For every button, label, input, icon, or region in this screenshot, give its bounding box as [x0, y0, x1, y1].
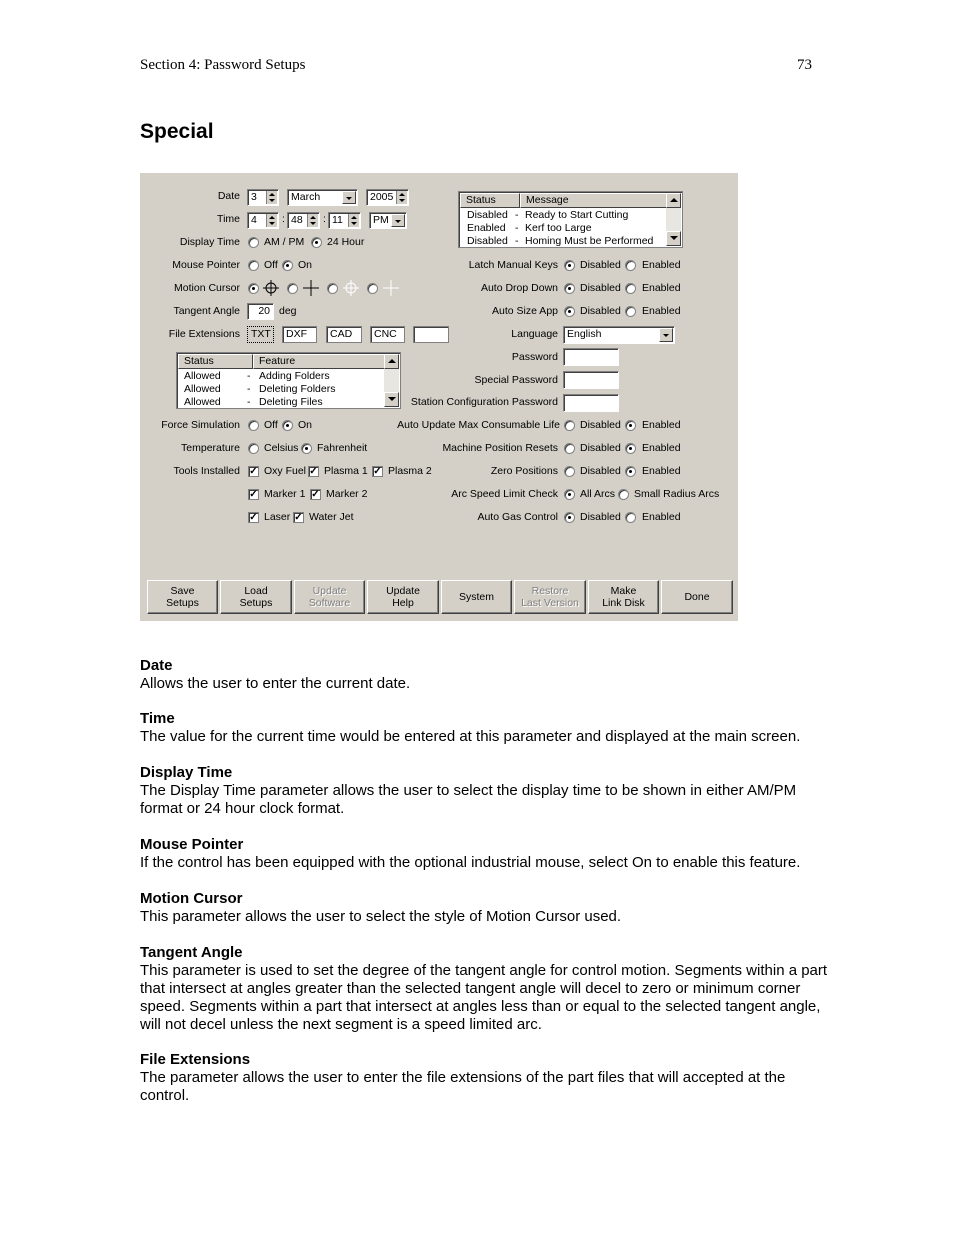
language-label: Language — [511, 328, 558, 340]
tool-water-jet-text: Water Jet — [309, 511, 354, 523]
auto-size-app-enabled-radio[interactable] — [625, 306, 636, 317]
temperature-fahrenheit-radio[interactable] — [301, 443, 312, 454]
section-mouse-pointer — [140, 836, 840, 872]
auto-size-app-enabled-text: Enabled — [642, 305, 681, 317]
temperature-celsius-text: Celsius — [264, 442, 299, 454]
motion-cursor-style1-radio[interactable] — [248, 283, 259, 294]
date-year-spinner[interactable]: 2005 — [366, 189, 409, 206]
update-software-button[interactable]: Update Software — [294, 580, 365, 614]
mouse-pointer-on-text: On — [298, 259, 313, 271]
file-extensions-label: File Extensions — [168, 328, 240, 340]
auto-size-app-disabled-radio[interactable] — [564, 306, 575, 317]
station-config-password-label: Station Configuration Password — [410, 396, 558, 408]
message-list-status-header[interactable]: Status — [460, 193, 520, 208]
auto-drop-down-disabled-radio[interactable] — [564, 283, 575, 294]
feature-list-status-header[interactable]: Status — [178, 354, 253, 369]
section-date — [140, 657, 840, 693]
list-item[interactable]: Deleting Files — [259, 396, 323, 408]
list-item-separator: - — [247, 370, 251, 382]
file-extension-field[interactable]: DXF — [282, 326, 317, 343]
special-password-field[interactable] — [563, 371, 619, 389]
page-number: 73 — [797, 57, 812, 73]
arc-speed-limit-small-radius-text: Small Radius Arcs — [634, 488, 720, 500]
tangent-angle-label: Tangent Angle — [173, 305, 240, 317]
auto-update-life-enabled-text: Enabled — [642, 419, 681, 431]
section-time — [140, 710, 840, 746]
crosshair-icon — [303, 280, 319, 296]
mouse-pointer-off-text: Off — [264, 259, 278, 271]
section-motion-cursor — [140, 890, 840, 926]
date-day-spinner[interactable]: 3 — [247, 189, 279, 206]
section-heading: Mouse Pointer — [140, 836, 244, 853]
section-heading: Tangent Angle — [140, 944, 243, 961]
arc-speed-limit-label: Arc Speed Limit Check — [451, 488, 558, 500]
section-heading: Date — [140, 657, 173, 674]
tool-plasma1-text: Plasma 1 — [324, 465, 368, 477]
restore-last-version-button[interactable]: Restore Last Version — [514, 580, 586, 614]
motion-cursor-style4-radio[interactable] — [367, 283, 378, 294]
zero-positions-enabled-text: Enabled — [642, 465, 681, 477]
force-simulation-on-text: On — [298, 419, 313, 431]
time-ampm-dropdown[interactable]: PM — [369, 212, 407, 229]
tool-water-jet-checkbox[interactable]: ✓ — [294, 512, 303, 523]
list-item-separator: - — [247, 396, 251, 408]
mouse-pointer-on-radio[interactable] — [282, 260, 293, 271]
auto-gas-control-label: Auto Gas Control — [477, 511, 558, 523]
message-list-message-header[interactable]: Message — [520, 193, 667, 208]
tangent-angle-input[interactable]: 20 — [247, 303, 274, 320]
section-file-extensions — [140, 1051, 820, 1105]
machine-position-resets-disabled-radio[interactable] — [564, 443, 575, 454]
zero-positions-enabled-radio[interactable] — [625, 466, 636, 477]
motion-cursor-style2-radio[interactable] — [287, 283, 298, 294]
make-link-disk-button[interactable]: Make Link Disk — [588, 580, 659, 614]
password-field[interactable] — [563, 348, 619, 366]
machine-position-resets-enabled-radio[interactable] — [625, 443, 636, 454]
list-item[interactable]: Allowed — [184, 383, 221, 395]
machine-position-resets-disabled-text: Disabled — [580, 442, 621, 454]
latch-manual-keys-enabled-radio[interactable] — [625, 260, 636, 271]
load-setups-button[interactable]: Load Setups — [220, 580, 292, 614]
tool-oxy-fuel-checkbox[interactable]: ✓ — [249, 466, 258, 477]
tool-laser-text: Laser — [264, 511, 291, 523]
section-tangent-angle — [140, 944, 830, 1034]
message-list-scrollbar[interactable] — [666, 193, 681, 246]
latch-manual-keys-disabled-text: Disabled — [580, 259, 621, 271]
force-simulation-off-text: Off — [264, 419, 278, 431]
tool-laser-checkbox[interactable]: ✓ — [249, 512, 258, 523]
list-item[interactable]: Allowed — [184, 396, 221, 408]
temperature-label: Temperature — [181, 442, 240, 454]
motion-cursor-label: Motion Cursor — [174, 282, 240, 294]
list-item-separator: - — [247, 383, 251, 395]
section-heading: Motion Cursor — [140, 890, 243, 907]
display-time-label: Display Time — [179, 236, 240, 248]
tool-marker1-text: Marker 1 — [264, 488, 306, 500]
time-hour-spinner[interactable]: 4 — [247, 212, 279, 229]
latch-manual-keys-label: Latch Manual Keys — [468, 259, 558, 271]
arc-speed-limit-small-radius-radio[interactable] — [618, 489, 629, 500]
list-item-separator: - — [515, 209, 519, 221]
motion-cursor-style3-radio[interactable] — [327, 283, 338, 294]
tool-marker2-checkbox[interactable]: ✓ — [311, 489, 320, 500]
section-body: The value for the current time would be entered at this parameter and displayed at the main screen. — [140, 728, 801, 745]
running-header-section: Section 4: Password Setups — [140, 57, 306, 73]
special-password-label: Special Password — [474, 374, 558, 386]
section-body: The Display Time parameter allows the user to select the display time to be shown in either AM/PM format or 24 hour clock format. — [140, 782, 797, 817]
mouse-pointer-off-radio[interactable] — [248, 260, 259, 271]
section-heading: Display Time — [140, 764, 233, 781]
feature-list-feature-header[interactable]: Feature — [253, 354, 385, 369]
section-body: This parameter allows the user to select the style of Motion Cursor used. — [140, 908, 622, 925]
special-setup-screenshot — [140, 173, 738, 621]
display-time-ampm-radio[interactable] — [248, 237, 259, 248]
tool-oxy-fuel-text: Oxy Fuel — [264, 465, 307, 477]
section-body: If the control has been equipped with the optional industrial mouse, select On to enable this feature. — [140, 854, 801, 871]
date-label: Date — [217, 190, 240, 202]
auto-drop-down-label: Auto Drop Down — [480, 282, 558, 294]
time-label: Time — [217, 213, 240, 225]
system-button[interactable]: System — [441, 580, 512, 614]
crosshair-circle-light-icon — [343, 280, 359, 296]
list-item[interactable]: Enabled — [467, 222, 506, 234]
password-label: Password — [511, 351, 558, 363]
file-extension-field[interactable]: TXT — [247, 326, 274, 343]
auto-gas-control-disabled-text: Disabled — [580, 511, 621, 523]
message-list[interactable] — [458, 191, 683, 248]
mouse-pointer-label: Mouse Pointer — [172, 259, 240, 271]
list-item[interactable]: Homing Must be Performed — [525, 235, 654, 247]
list-item[interactable]: Adding Folders — [259, 370, 330, 382]
scroll-up-arrow-icon[interactable] — [666, 193, 681, 208]
list-item-separator: - — [515, 235, 519, 247]
section-heading: Time — [140, 710, 175, 727]
machine-position-resets-enabled-text: Enabled — [642, 442, 681, 454]
tool-plasma2-text: Plasma 2 — [388, 465, 432, 477]
list-item[interactable]: Disabled — [467, 235, 508, 247]
list-item[interactable]: Deleting Folders — [259, 383, 336, 395]
tool-marker1-checkbox[interactable]: ✓ — [249, 489, 258, 500]
list-item[interactable]: Ready to Start Cutting — [525, 209, 629, 221]
temperature-celsius-radio[interactable] — [248, 443, 259, 454]
tangent-angle-unit: deg — [279, 305, 297, 317]
time-separator: : — [282, 213, 285, 225]
display-time-24hour-text: 24 Hour — [327, 236, 365, 248]
tools-installed-label: Tools Installed — [173, 465, 240, 477]
display-time-24hour-radio[interactable] — [311, 237, 322, 248]
auto-gas-control-enabled-radio[interactable] — [625, 512, 636, 523]
crosshair-circle-icon — [263, 280, 279, 296]
update-help-button[interactable]: Update Help — [367, 580, 439, 614]
arc-speed-limit-all-arcs-radio[interactable] — [564, 489, 575, 500]
auto-drop-down-disabled-text: Disabled — [580, 282, 621, 294]
section-body: The parameter allows the user to enter the file extensions of the part files that will accepted at the control. — [140, 1069, 786, 1104]
machine-position-resets-label: Machine Position Resets — [442, 442, 558, 454]
auto-update-life-disabled-text: Disabled — [580, 419, 621, 431]
list-item[interactable]: Kerf too Large — [525, 222, 592, 234]
list-item[interactable]: Allowed — [184, 370, 221, 382]
list-item[interactable]: Disabled — [467, 209, 508, 221]
page-title: Special — [140, 120, 214, 143]
language-dropdown[interactable]: English — [563, 326, 675, 344]
force-simulation-label: Force Simulation — [161, 419, 240, 431]
section-body: Allows the user to enter the current date. — [140, 675, 411, 692]
date-month-dropdown[interactable]: March — [287, 189, 358, 206]
auto-size-app-disabled-text: Disabled — [580, 305, 621, 317]
auto-update-life-label: Auto Update Max Consumable Life — [397, 419, 560, 431]
section-body: This parameter is used to set the degree of the tangent angle for control motion. Segments within a part that intersect at angles greater than the selected tangent angle will decel to zero or minimum corner speed. Segments within a part that intersect at angles less than or equal to the selected tangent angle, will not decel unless the next segment is a speed limited arc. — [140, 962, 828, 1033]
zero-positions-disabled-text: Disabled — [580, 465, 621, 477]
auto-drop-down-enabled-radio[interactable] — [625, 283, 636, 294]
time-separator: : — [323, 213, 326, 225]
latch-manual-keys-enabled-text: Enabled — [642, 259, 681, 271]
tool-plasma2-checkbox[interactable]: ✓ — [373, 466, 382, 477]
feature-permissions-list[interactable] — [176, 352, 401, 409]
done-button[interactable]: Done — [661, 580, 733, 614]
arc-speed-limit-all-arcs-text: All Arcs — [580, 488, 616, 500]
auto-update-life-disabled-radio[interactable] — [564, 420, 575, 431]
time-minute-spinner[interactable]: 48 — [287, 212, 320, 229]
auto-gas-control-enabled-text: Enabled — [642, 511, 681, 523]
station-config-password-field[interactable] — [563, 394, 619, 412]
tool-marker2-text: Marker 2 — [326, 488, 368, 500]
zero-positions-disabled-radio[interactable] — [564, 466, 575, 477]
zero-positions-label: Zero Positions — [490, 465, 558, 477]
list-item-separator: - — [515, 222, 519, 234]
tool-plasma1-checkbox[interactable]: ✓ — [309, 466, 318, 477]
auto-size-app-label: Auto Size App — [492, 305, 558, 317]
latch-manual-keys-disabled-radio[interactable] — [564, 260, 575, 271]
force-simulation-on-radio[interactable] — [282, 420, 293, 431]
section-display-time — [140, 764, 840, 818]
auto-gas-control-disabled-radio[interactable] — [564, 512, 575, 523]
scroll-down-arrow-icon[interactable] — [666, 231, 681, 246]
auto-update-life-enabled-radio[interactable] — [625, 420, 636, 431]
time-second-spinner[interactable]: 11 — [328, 212, 361, 229]
temperature-fahrenheit-text: Fahrenheit — [317, 442, 368, 454]
save-setups-button[interactable]: Save Setups — [147, 580, 218, 614]
auto-drop-down-enabled-text: Enabled — [642, 282, 681, 294]
display-time-ampm-text: AM / PM — [264, 236, 305, 248]
force-simulation-off-radio[interactable] — [248, 420, 259, 431]
file-extension-field[interactable]: CAD — [326, 326, 362, 343]
section-heading: File Extensions — [140, 1051, 251, 1068]
file-extension-field[interactable]: CNC — [370, 326, 405, 343]
